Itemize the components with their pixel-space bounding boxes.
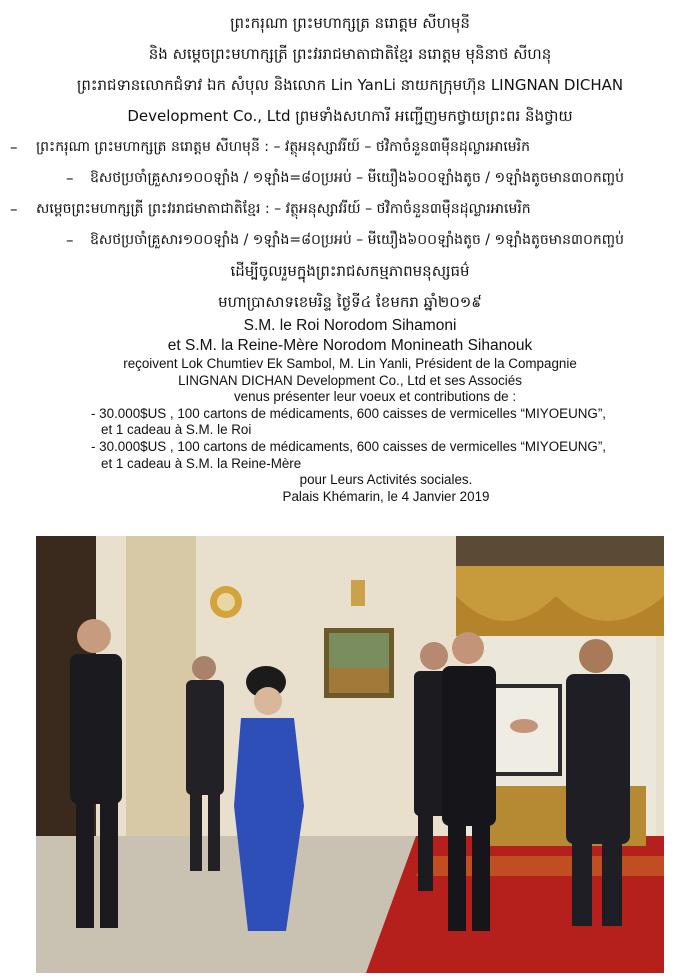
khmer-donation-text: ឱសថប្រចាំគ្រួសារ១០០ឡាំង / ១ឡាំង=៨០ប្រអប់ – មីយឿង៦០០ឡាំងតូច / ១ឡាំងតូចមាន៣០កញ្ចប់ bbox=[90, 170, 624, 186]
title-king: S.M. le Roi Norodom Sihamoni bbox=[243, 317, 457, 334]
khmer-donation-line bbox=[0, 225, 700, 256]
khmer-line: ព្រះករុណា ព្រះមហាក្សត្រ នរោត្តម សីហមុនី bbox=[230, 14, 470, 32]
khmer-date-line: មហាប្រាសាទខេមរិន្ទ ថ្ងៃទី៤ ខែមករា ឆ្នាំ២០១៩ bbox=[218, 293, 482, 311]
khmer-line: ព្រះរាជទានលោកជំទាវ ឯក សំបុល និងលោក Lin YanLi នាយកក្រុមហ៊ុន LINGNAN DICHAN bbox=[76, 76, 624, 94]
khmer-closing-line: ដើម្បីចូលរួមក្នុងព្រះរាជសកម្មភាពមនុស្សធម៌ bbox=[230, 262, 470, 280]
french-date-line: Palais Khémarin, le 4 Janvier 2019 bbox=[282, 488, 490, 504]
khmer-donation-text: ព្រះករុណា ព្រះមហាក្សត្រ នរោត្តម សីហមុនី : – វត្ថុអនុស្សាវរីយ៍ – ថវិកាចំនួន៣ម៉ឺនដុល្លារអាមេរិក bbox=[36, 139, 531, 155]
french-list-item-cont: et 1 cadeau à S.M. la Reine-Mère bbox=[101, 455, 302, 471]
french-line: reçoivent Lok Chumtiev Ek Sambol, M. Lin Yanli, Président de la Compagnie bbox=[123, 356, 577, 371]
french-text-block bbox=[0, 316, 700, 505]
khmer-line: និង សម្តេចព្រះមហាក្សត្រី ព្រះវររាជមាតាជាតិខ្មែរ នរោត្តម មុនិនាថ សីហនុ bbox=[148, 45, 552, 63]
khmer-donation-text: សម្តេចព្រះមហាក្សត្រី ព្រះវររាជមាតាជាតិខ្មែរ : – វត្ថុអនុស្សាវរីយ៍ – ថវិកាចំនួន៣ម៉ឺនដុល្លារអាមេរិក bbox=[36, 201, 531, 217]
khmer-donation-line bbox=[0, 132, 700, 163]
french-list-item-cont: et 1 cadeau à S.M. le Roi bbox=[101, 422, 252, 438]
khmer-donation-line bbox=[0, 194, 700, 225]
title-queen-mother: et S.M. la Reine-Mère Norodom Monineath Sihanouk bbox=[167, 337, 533, 354]
list-dash: – bbox=[10, 138, 18, 156]
french-list-item: - 30.000$US , 100 cartons de médicaments, 600 caisses de vermicelles “MIYOEUNG”, bbox=[91, 438, 607, 454]
photo-illustration bbox=[36, 536, 664, 973]
french-line: LINGNAN DICHAN Development Co., Ltd et ses Associés bbox=[178, 372, 522, 388]
khmer-text-block bbox=[0, 8, 700, 318]
khmer-donation-line bbox=[0, 163, 700, 194]
french-line: venus présenter leur voeux et contributions de : bbox=[233, 389, 517, 405]
audience-photo bbox=[36, 536, 664, 973]
french-line: pour Leurs Activités sociales. bbox=[299, 472, 473, 488]
list-dash: – bbox=[10, 200, 18, 218]
khmer-line: Development Co., Ltd ព្រមទាំងសហការី អញ្ជើញមកថ្វាយព្រះពរ និងថ្វាយ bbox=[127, 107, 573, 125]
list-dash: – bbox=[66, 169, 74, 187]
list-dash: – bbox=[66, 231, 74, 249]
french-list-item: - 30.000$US , 100 cartons de médicaments, 600 caisses de vermicelles “MIYOEUNG”, bbox=[91, 405, 607, 421]
khmer-donation-text: ឱសថប្រចាំគ្រួសារ១០០ឡាំង / ១ឡាំង=៨០ប្រអប់ – មីយឿង៦០០ឡាំងតូច / ១ឡាំងតូចមាន៣០កញ្ចប់ bbox=[90, 232, 624, 248]
